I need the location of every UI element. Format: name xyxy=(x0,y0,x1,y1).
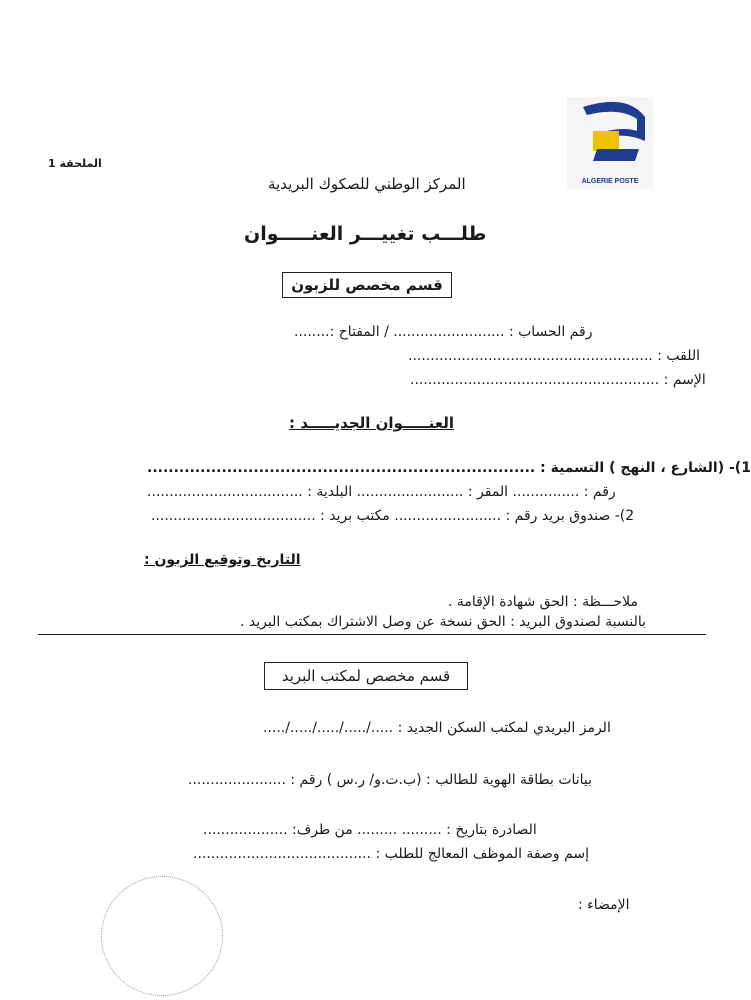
logo-caption: ALGERIE POSTE xyxy=(581,178,639,185)
street-name-field: 1)- (الشارع ، النهج ) التسمية : ......................................................................... xyxy=(147,460,751,476)
lastname-field: اللقب : ....................................................... xyxy=(408,348,700,364)
center-name: المركز الوطني للصكوك البريدية xyxy=(268,175,466,193)
officer-name-field: إسم وصفة الموظف المعالج للطلب : ........................................ xyxy=(193,846,590,862)
id-card-field: بيانات بطاقة الهوية للطالب : (ب.ت.و/ ر.س ) رقم : ...................... xyxy=(188,772,593,788)
algerie-poste-logo xyxy=(567,97,653,189)
section-divider xyxy=(38,634,706,635)
post-office-section-heading: قسم مخصص لمكتب البريد xyxy=(264,662,468,690)
issued-date-field: الصادرة بتاريخ : ......... ......... من طرف: ................... xyxy=(203,822,537,838)
new-address-heading: العنـــــوان الجديـــــد : xyxy=(289,414,454,432)
residence-note: ملاحـــظة : الحق شهادة الإقامة . xyxy=(448,594,638,610)
postal-code-field: الرمز البريدي لمكتب السكن الجديد : ...../...../...../...../..... xyxy=(263,720,611,736)
number-commune-field: رقم : ............... المقر : ........................ البلدية : ................................... xyxy=(147,484,616,500)
algerie-poste-emblem-icon xyxy=(567,97,653,167)
po-box-note: بالنسبة لصندوق البريد : الحق نسخة عن وصل الاشتراك بمكتب البريد . xyxy=(240,614,647,630)
client-signature-label: التاريخ وتوقيع الزبون : xyxy=(144,552,301,568)
official-stamp-area xyxy=(101,876,223,996)
po-box-field: 2)- صندوق بريد رقم : ........................ مكتب بريد : ..................................... xyxy=(151,508,635,524)
signature-label: الإمضاء : xyxy=(578,897,630,913)
firstname-field: الإسم : ........................................................ xyxy=(410,372,706,388)
client-section-heading: قسم مخصص للزبون xyxy=(282,272,452,298)
page-title: طلـــب تغييـــر العنـــــوان xyxy=(244,223,487,245)
account-number-field: رقم الحساب : ......................... / المفتاح :........ xyxy=(294,324,593,340)
annex-label: الملحقة 1 xyxy=(48,157,102,170)
